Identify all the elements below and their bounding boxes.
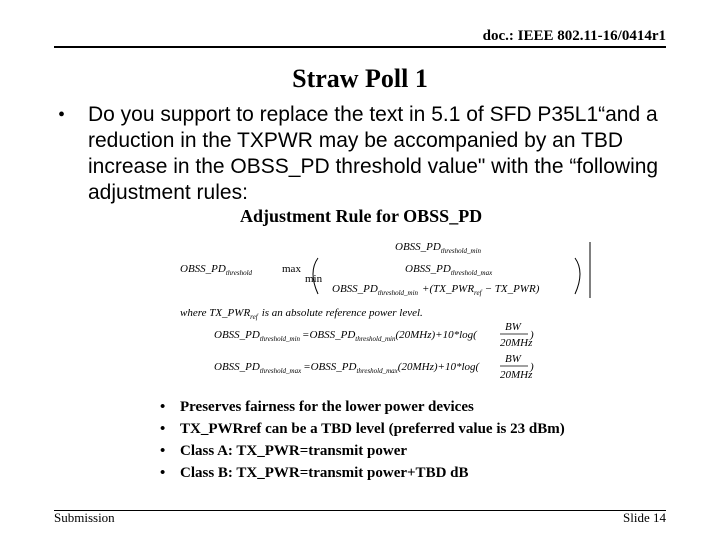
formula-max: max	[282, 263, 301, 275]
footer-submission: Submission	[54, 510, 115, 525]
formula-image	[170, 236, 600, 386]
footer-slide-number: Slide 14	[623, 510, 666, 525]
document-id: doc.: IEEE 802.11-16/0414r1	[482, 28, 666, 44]
formula-eq1: $OBSS\_PD_{threshold\_min}$ $=OBSS\_PD_{threshold\_min}(20MHz)+10*\log$(	[214, 329, 477, 343]
rule-point	[160, 418, 630, 440]
bullet-text: Do you support to replace the text in 5.1 of SFD P35L1“and a reduction in the TXPWR may be accompanied by an TBD increase in the OBSS_PD threshold value" with the “following adjustment rules:	[88, 103, 659, 204]
rule-point-text: TX_PWRref can be a TBD level (preferred value is 23 dBm)	[180, 421, 565, 437]
bullet-dot-icon: •	[58, 104, 66, 126]
rule-point-text: Class B: TX_PWR=transmit power+TBD dB	[180, 465, 469, 481]
footer-rule	[54, 510, 666, 511]
formula-top-term: $OBSS\_PD_{threshold\_min}$	[395, 241, 482, 255]
rule-box-title: Adjustment Rule for OBSS_PD	[240, 206, 483, 226]
formula-paren-right	[575, 258, 580, 294]
rule-point	[160, 440, 630, 462]
formula-eq1-bw: BW	[505, 321, 521, 333]
bullet-dot-icon: •	[160, 399, 166, 415]
bullet-dot-icon: •	[160, 443, 166, 459]
formula-eq1-den: 20MHz	[500, 337, 533, 349]
rule-point-text: Class A: TX_PWR=transmit power	[180, 443, 408, 459]
formula-min-bottom: $OBSS\_PD_{threshold\_min}$ $+(TX\_PWR_{ref}$ − TX_PWR)	[332, 283, 540, 297]
header-rule	[54, 46, 666, 48]
slide-title: Straw Poll 1	[292, 64, 428, 93]
rule-point	[160, 462, 630, 484]
formula-lhs: $OBSS\_PD_{threshold}$	[180, 263, 253, 277]
formula-eq2: $OBSS\_PD_{threshold\_max}$ $=OBSS\_PD_{threshold\_max}(20MHz)+10*\log$(	[214, 361, 480, 375]
formula-min-top: $OBSS\_PD_{threshold\_max}$	[405, 263, 493, 277]
rule-point-text: Preserves fairness for the lower power devices	[180, 399, 474, 415]
formula-eq1-close: )	[530, 329, 534, 341]
formula-min: min	[305, 273, 323, 285]
rule-point	[160, 396, 630, 418]
formula-eq2-bw: BW	[505, 353, 521, 365]
bullet-dot-icon: •	[160, 465, 166, 481]
rule-points	[160, 396, 630, 484]
formula-where: where $TX\_PWR_{ref}$ is an absolute reference power level.	[180, 307, 423, 321]
formula-eq2-den: 20MHz	[500, 369, 533, 381]
formula-eq2-close: )	[530, 361, 534, 373]
bullet-dot-icon: •	[160, 421, 166, 437]
